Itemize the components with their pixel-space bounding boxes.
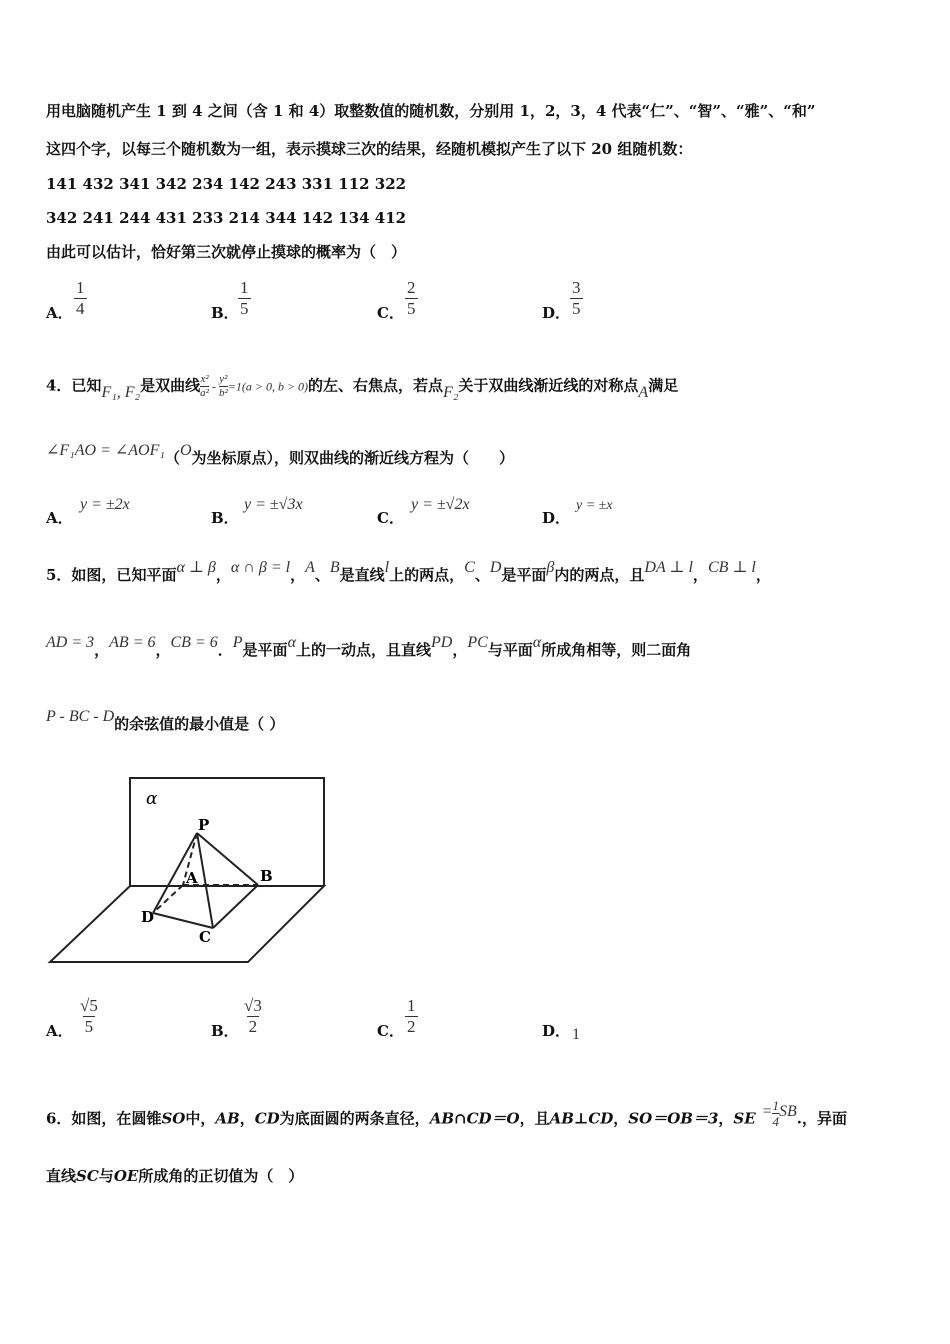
q3-option-c-label[interactable]: C． [377,304,404,322]
q3-random-row1: 141 432 341 342 234 142 243 331 112 322 [46,175,407,193]
q5-option-c-fraction: $\frac{1}{2}$ [407,996,416,1036]
q6-line1: 6．如图，在圆锥SO中，AB，CD为底面圆的两条直径，AB∩CD＝O，且AB⊥CD，SO＝OB＝3，SE = $\frac{1}{4}$ SB.，异面 [46,1098,847,1129]
q5-option-b-fraction: $\frac{√3}{2}$ [244,996,262,1036]
q3-option-d-label[interactable]: D． [542,304,571,322]
label-c: C [199,928,211,946]
q5-option-a-label[interactable]: A． [46,1022,73,1040]
q5-line2: AD = 3，AB = 6，CB = 6．P是平面α上的一动点，且直线PD，PC与平面α所成角相等，则二面角 [46,634,692,659]
q5-option-d-label[interactable]: D． [542,1022,571,1040]
q4-eq-y-frac: $\frac{\text{y²}}{\text{b²}}$ [218,373,228,399]
q5-line1: 5．如图，已知平面α ⊥ β，α ∩ β = l，A、B是直线l上的两点，C、D是平面β内的两点，且DA ⊥ l，CB ⊥ l， [46,559,771,584]
edge-pc [197,833,213,928]
label-alpha: α [146,789,158,809]
q4-option-c-label[interactable]: C． [377,509,404,527]
label-p: P [198,816,210,834]
q4-option-b-value: y = ±√3x [244,496,303,513]
q5-option-b-label[interactable]: B． [211,1022,239,1040]
q6-line2: 直线SC与OE所成角的正切值为（ ） [46,1167,304,1185]
q3-line1: 用电脑随机产生 1 到 4 之间（含 1 和 4）取整数值的随机数，分别用 1，2，3，4 代表“仁”、“智”、“雅”、“和” [46,102,816,120]
q4-option-d-value: y = ±x [576,498,613,513]
edge-ad [153,885,183,913]
label-a: A [186,869,198,887]
edge-cb [213,885,258,928]
q4-foci: F₁, F₂ [101,383,141,401]
q4-line2: ∠F₁AO = ∠AOF₁（O为坐标原点），则双曲线的渐近线方程为（ ） [46,442,515,467]
q4-line1: 4．已知F₁, F₂是双曲线 $\frac{\text{x²}}{\text{a²}}$ - $\frac{\text{y²}}{\text{b²}}$ =1(a > 0, b > 0)的左、右焦点，若点F₂关于双曲线渐近线的对称点A满足 [46,373,679,401]
q4-option-a-label[interactable]: A． [46,509,73,527]
q4-option-b-label[interactable]: B． [211,509,239,527]
q5-option-a-fraction: $\frac{√5}{5}$ [80,996,98,1036]
plane-beta-outline [50,886,324,962]
q5-line3: P - BC - D的余弦值的最小值是（ ） [46,708,285,733]
q5-option-d-value: 1 [572,1026,580,1043]
plane-alpha-outline [130,778,324,886]
q3-line2: 这四个字，以每三个随机数为一组，表示摸球三次的结果，经随机模拟产生了以下 20 组随机数： [46,140,693,158]
label-d: D [141,908,155,926]
q3-option-a-fraction: $\frac{1}{4}$ [76,278,85,318]
q5-figure [46,770,336,970]
q3-question: 由此可以估计，恰好第三次就停止摸球的概率为（ ） [46,243,407,261]
q3-option-d-fraction: $\frac{3}{5}$ [572,278,581,318]
label-b: B [260,867,273,885]
q4-option-c-value: y = ±√2x [411,496,470,513]
edge-pb [197,833,258,885]
q6-quarter-fraction: $\frac{1}{4}$ [772,1098,779,1129]
q4-option-a-value: y = ±2x [80,496,130,513]
q3-option-b-fraction: $\frac{1}{5}$ [240,278,249,318]
q5-option-c-label[interactable]: C． [377,1022,404,1040]
q3-option-c-fraction: $\frac{2}{5}$ [407,278,416,318]
q3-option-b-label[interactable]: B． [211,304,239,322]
q4-eq-x-frac: $\frac{\text{x²}}{\text{a²}}$ [200,373,209,399]
q3-option-a-label[interactable]: A． [46,304,73,322]
q4-option-d-label[interactable]: D． [542,509,571,527]
q3-random-row2: 342 241 244 431 233 214 344 142 134 412 [46,209,407,227]
q4-angle-condition: ∠F₁AO = ∠AOF₁ [46,442,165,459]
edge-dc [153,913,213,928]
